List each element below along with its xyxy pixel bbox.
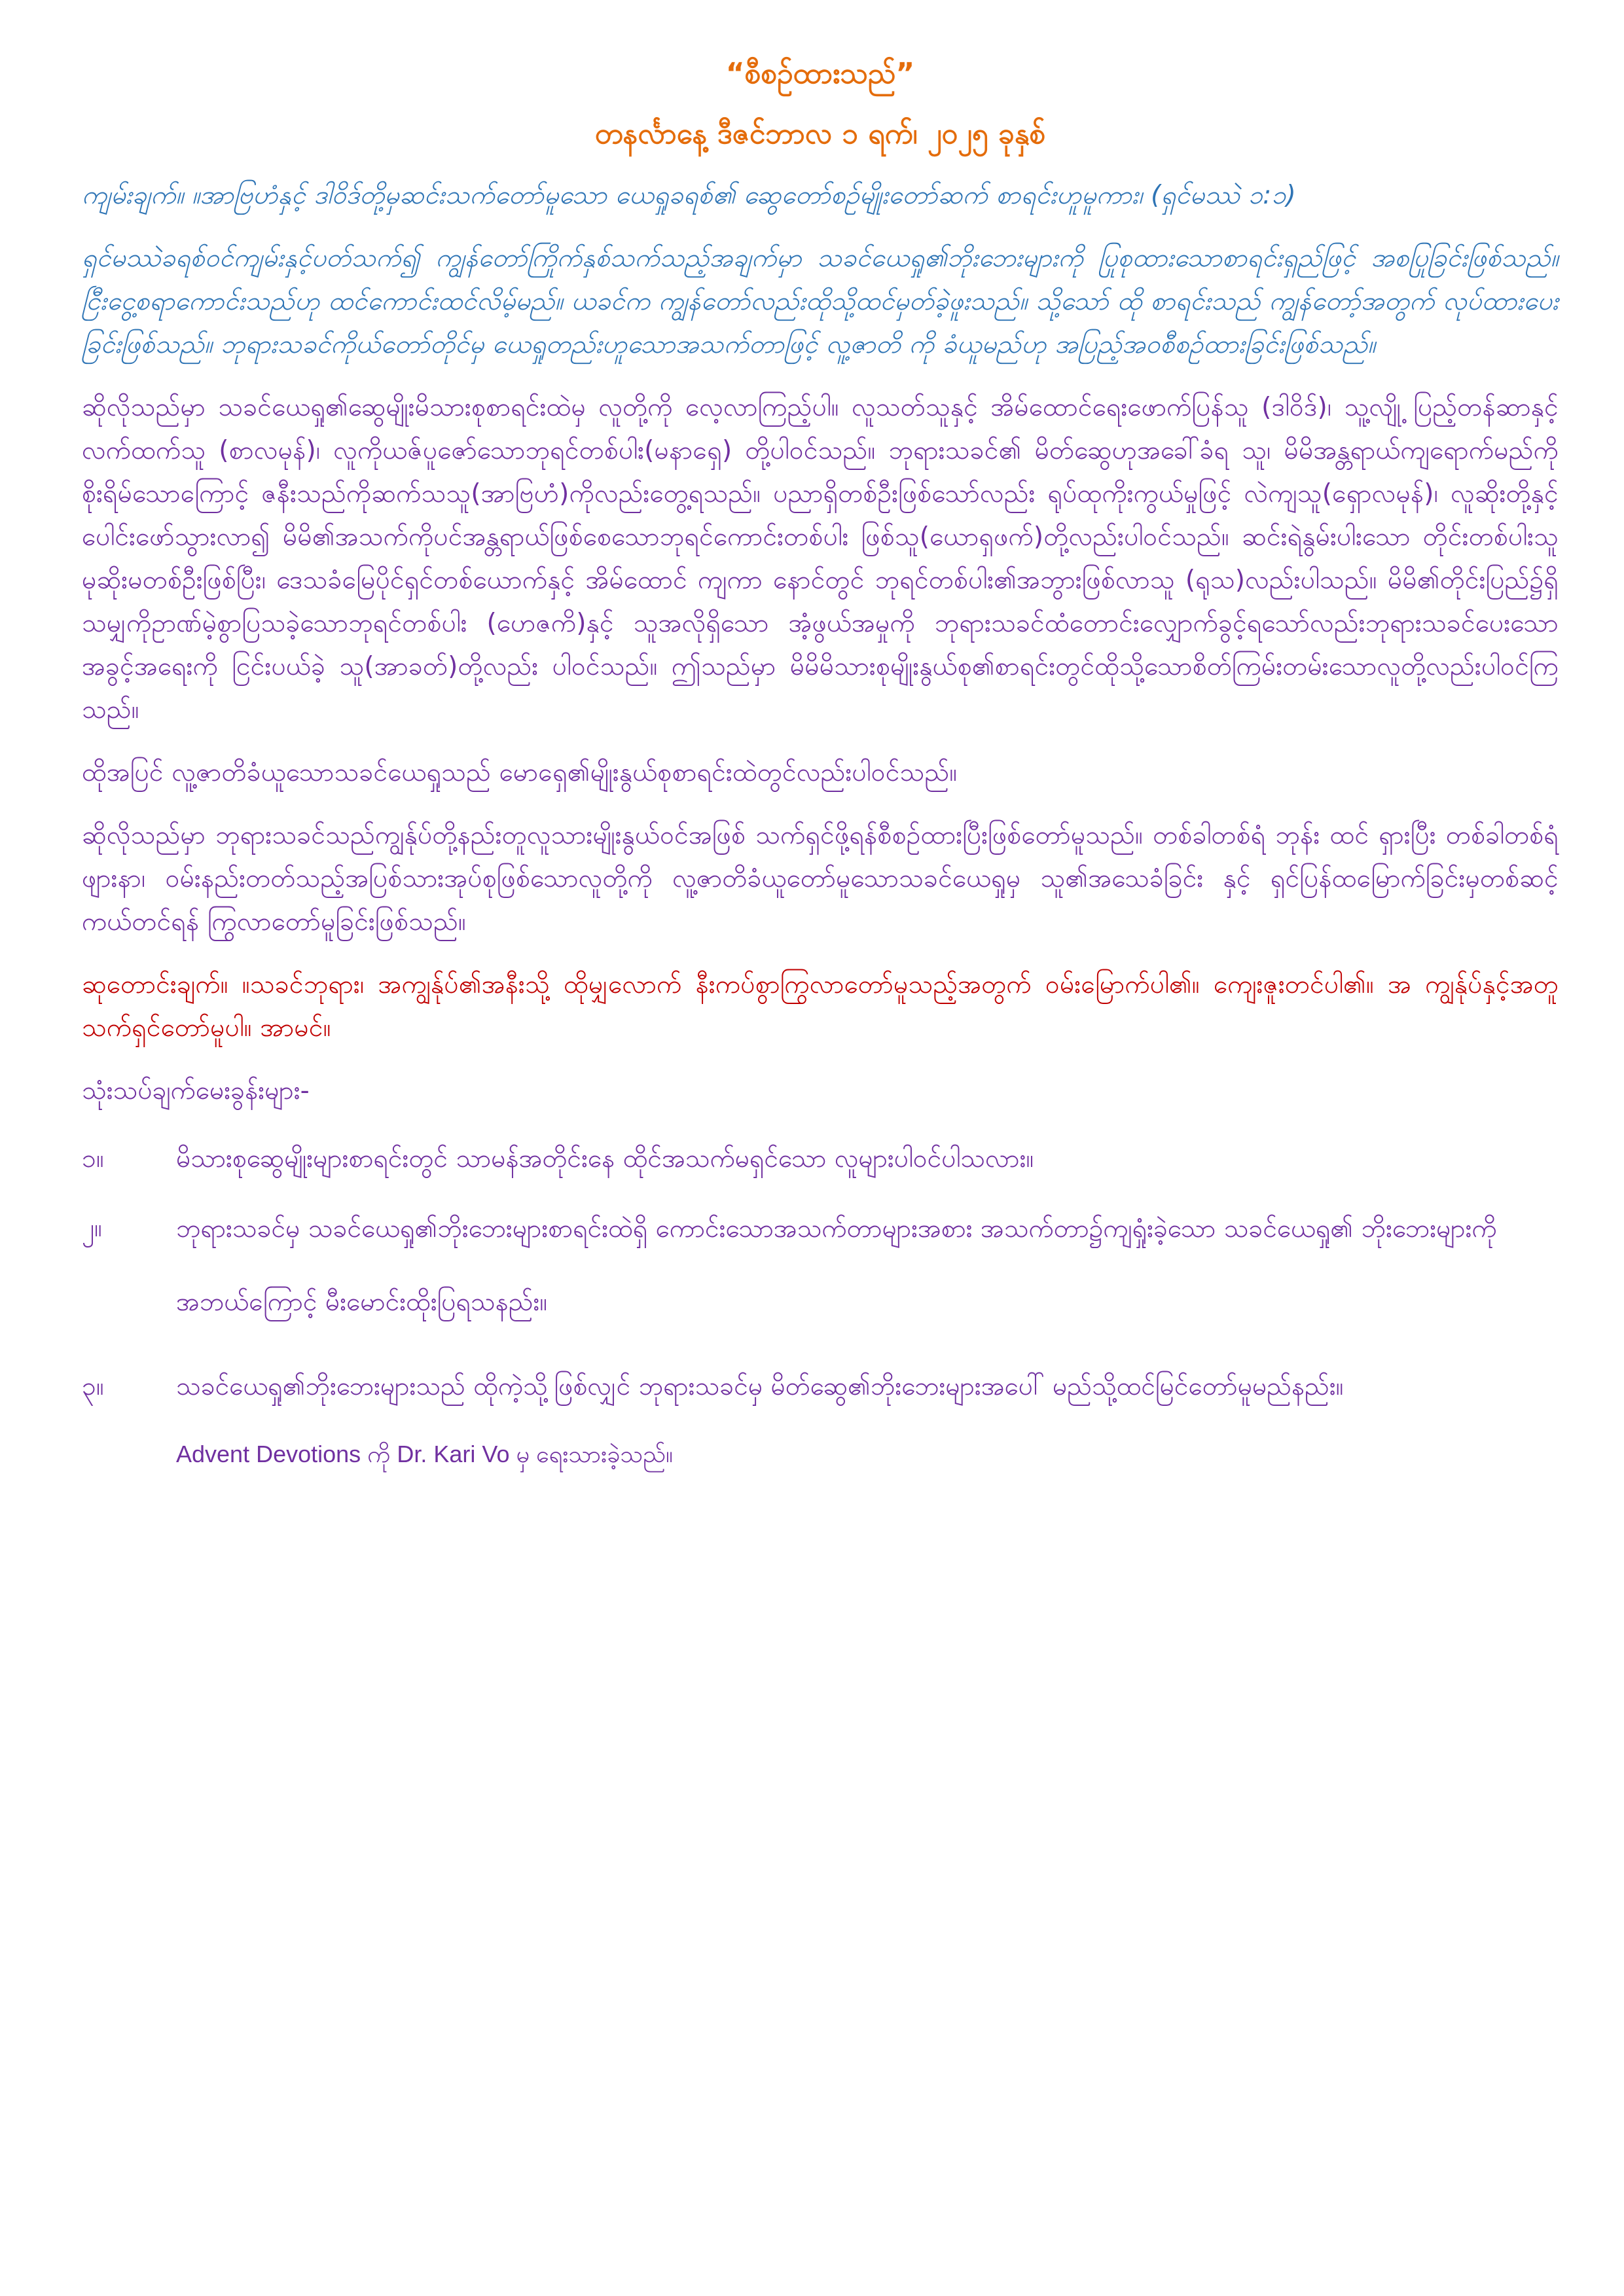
question-item [82, 1207, 1559, 1339]
question-item [82, 1138, 1559, 1181]
body-paragraph-meaning: ဆိုလိုသည်မှာ ဘုရားသခင်သည်ကျွန်ုပ်တို့နည်းတူလူသားမျိုးနွယ်ဝင်အဖြစ် သက်ရှင်ဖို့ရန်စီစဥ်ထားပြီးဖြစ်တော်မူသည်။ တစ်ခါတစ်ရံ ဘုန်း ထင် ရှားပြီး တစ်ခါတစ်ရံ ဖျားနာ၊ ဝမ်းနည်းတတ်သည့်အပြစ်သားအုပ်စုဖြစ်သောလူတို့ကို လူ့ဇာတိခံယူတော်မူသောသခင်ယေရှုမှ သူ၏အသေခံခြင်း နှင့် ရှင်ပြန်ထမြောက်ခြင်းမှတစ်ဆင့် ကယ်တင်ရန် ကြွလာတော်မူခြင်းဖြစ်သည်။ [82, 821, 1559, 937]
date-line: တနင်္လာနေ့ ဒီဇင်ဘာလ ၁ ရက်၊ ၂၀၂၅ ခုနှစ် [594, 117, 1046, 151]
document-title: “စီစဥ်ထားသည်” [725, 57, 915, 90]
question-text: မိသားစုဆွေမျိုးများစာရင်းတွင် သာမန်အတိုင်းနေ ထိုင်အသက်မရှင်သော လူများပါဝင်ပါသလား။ [176, 1144, 1034, 1174]
intro-paragraph: ရှင်မဿဲခရစ်ဝင်ကျမ်းနှင့်ပတ်သက်၍ ကျွန်တော်ကြိုက်နှစ်သက်သည့်အချက်မှာ သခင်ယေရှု၏ဘိုးဘေးများကို ပြုစုထားသောစာရင်းရှည်ဖြင့် အစပြုခြင်းဖြစ်သည်။ ငြီးငွေ့စရာကောင်းသည်ဟု ထင်ကောင်းထင်လိမ့်မည်။ ယခင်က ကျွန်တော်လည်းထိုသို့ထင်မှတ်ခဲ့ဖူးသည်။ သို့သော် ထို စာရင်းသည် ကျွန်တော့်အတွက် လုပ်ထားပေးခြင်းဖြစ်သည်။ ဘုရားသခင်ကိုယ်တော်တိုင်မှ ယေရှုတည်းဟူသောအသက်တာဖြင့် လူ့ဇာတိ ကို ခံယူမည်ဟု အပြည့်အဝစီစဥ်ထားခြင်းဖြစ်သည်။ [82, 243, 1559, 359]
author-credit: Advent Devotions ကို Dr. Kari Vo မှ ရေးသားခဲ့သည်။ [176, 1441, 673, 1467]
body-paragraph-genealogy: ဆိုလိုသည်မှာ သခင်ယေရှု၏ဆွေမျိုးမိသားစုစာရင်းထဲမှ လူတို့ကို လေ့လာကြည့်ပါ။ လူသတ်သူနှင့် အိမ်ထောင်ရေးဖောက်ပြန်သူ (ဒါဝိဒ်)၊ သူ့လျို့ ပြည့်တန်ဆာနှင့်လက်ထက်သူ (စာလမုန်)၊ လူကိုယဇ်ပူဇော်သောဘုရင်တစ်ပါး(မနာရှေ) တို့ပါဝင်သည်။ ဘုရားသခင်၏ မိတ်ဆွေဟုအခေါ်ခံရ သူ၊ မိမိအန္တရာယ်ကျရောက်မည်ကိုစိုးရိမ်သောကြောင့် ဇနီးသည်ကိုဆက်သသူ(အာဗြဟံ)ကိုလည်းတွေ့ရသည်။ ပညာရှိတစ်ဦးဖြစ်သော်လည်း ရုပ်ထုကိုးကွယ်မှုဖြင့် လဲကျသူ(ရှောလမုန်)၊ လူဆိုးတို့နှင့်ပေါင်းဖော်သွားလာ၍ မိမိ၏အသက်ကိုပင်အန္တရာယ်ဖြစ်စေသောဘုရင်ကောင်းတစ်ပါး ဖြစ်သူ(ယောရှဖက်)တို့လည်းပါဝင်သည်။ ဆင်းရဲနွမ်းပါးသော တိုင်းတစ်ပါးသူမုဆိုးမတစ်ဦးဖြစ်ပြီး၊ ဒေသခံမြေပိုင်ရှင်တစ်ယောက်နှင့် အိမ်ထောင် ကျကာ နောင်တွင် ဘုရင်တစ်ပါး၏အဘွားဖြစ်လာသူ (ရုသ)လည်းပါသည်။ မိမိ၏တိုင်းပြည်၌ရှိသမျှကိုဥာဏ်မဲ့စွာပြသခဲ့သောဘုရင်တစ်ပါး (ဟေဇကိ)နှင့် သူအလိုရှိသော အံ့ဖွယ်အမှုကို ဘုရားသခင်ထံတောင်းလျှောက်ခွင့်ရသော်လည်းဘုရားသခင်ပေးသောအခွင့်အရေးကို ငြင်းပယ်ခဲ့ သူ(အာခတ်)တို့လည်း ပါဝင်သည်။ ဤသည်မှာ မိမိမိသားစုမျိုးနွယ်စု၏စာရင်းတွင်ထိုသို့သောစိတ်ကြမ်းတမ်းသောလူတို့လည်းပါဝင်ကြသည်။ [82, 393, 1559, 725]
body-paragraph-moses: ထိုအပြင် လူ့ဇာတိခံယူသောသခင်ယေရှုသည် မောရှေ၏မျိုးနွယ်စုစာရင်းထဲတွင်လည်းပါဝင်သည်။ [82, 758, 958, 787]
question-number: ၁။ [82, 1144, 104, 1174]
questions-heading: သုံးသပ်ချက်မေးခွန်းများ- [82, 1076, 310, 1105]
question-number: ၃။ [82, 1372, 104, 1401]
question-number: ၂။ [82, 1213, 102, 1243]
question-item [82, 1365, 1559, 1408]
question-text: ဘုရားသခင်မှ သခင်ယေရှု၏ဘိုးဘေးများစာရင်းထဲရှိ ကောင်းသောအသက်တာများအစား အသက်တာ၌ကျရှုံးခဲ့သော သခင်ယေရှု၏ ဘိုးဘေးများကို အဘယ်ကြောင့် မီးမောင်းထိုးပြရသနည်း။ [176, 1214, 1497, 1317]
question-text: သခင်ယေရှု၏ဘိုးဘေးများသည် ထိုကဲ့သို့ဖြစ်လျှင် ဘုရားသခင်မှ မိတ်ဆွေ၏ဘိုးဘေးများအပေါ် မည်သို့ထင်မြင်တော်မူမည်နည်း။ [176, 1372, 1344, 1401]
prayer-paragraph: ဆုတောင်းချက်။ ။သခင်ဘုရား၊ အကျွန်ုပ်၏အနီးသို့ ထိုမျှလောက် နီးကပ်စွာကြွလာတော်မူသည့်အတွက် ဝမ်းမြောက်ပါ၏။ ကျေးဇူးတင်ပါ၏။ အ ကျွန်ုပ်နှင့်အတူသက်ရှင်တော်မူပါ။ အာမင်။ [82, 970, 1559, 1043]
scripture-reference: ကျမ်းချက်။ ။အာဗြဟံနှင့် ဒါဝိဒ်တို့မှဆင်းသက်တော်မူသော ယေရှုခရစ်၏ ဆွေတော်စဉ်မျိုးတော်ဆက် စာရင်းဟူမူကား၊ (ရှင်မဿဲ ၁:၁) [82, 181, 1296, 210]
